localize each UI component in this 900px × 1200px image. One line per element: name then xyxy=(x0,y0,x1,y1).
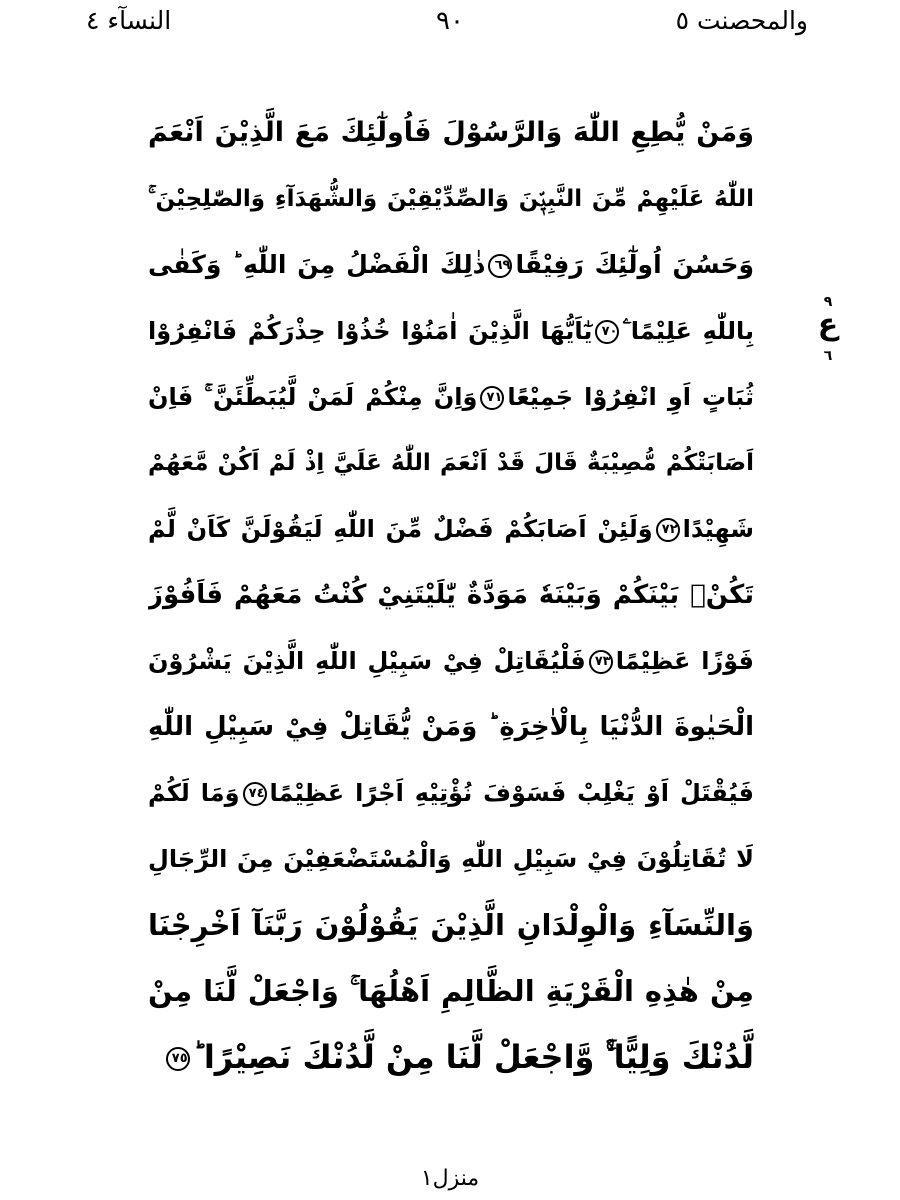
text-line-4 xyxy=(148,298,754,364)
quran-text-block xyxy=(148,100,754,1090)
line-text-after: فَلْيُقَاتِلْ فِيْ سَبِيْلِ اللّٰهِ الَّذِيْنَ يَشْرُوْنَ xyxy=(148,647,586,675)
text-line-3 xyxy=(148,232,754,298)
ayah-number-marker: ٧٠ xyxy=(595,320,619,344)
text-line-5 xyxy=(148,364,754,430)
line-text: وَحَسُنَ اُولٰٓئِكَ رَفِيْقًا xyxy=(515,250,754,279)
text-line-9 xyxy=(148,628,754,694)
ayah-number-marker: ٧٤ xyxy=(243,782,267,806)
line-text: مِنْ هٰذِهِ الْقَرْيَةِ الظَّالِمِ اَهْلُهَا ۚ وَاجْعَلْ لَّنَا مِنْ xyxy=(148,974,754,1008)
juz-name-header: والمحصنت ٥ xyxy=(675,6,808,35)
line-text: تَكُنْۢ بَيْنَكُمْ وَبَيْنَهٗ مَوَدَّةٌ يّٰلَيْتَنِيْ كُنْتُ مَعَهُمْ فَاَفُوْزَ xyxy=(148,580,754,610)
text-line-11 xyxy=(148,760,754,826)
ayah-number-marker: ٧٥ xyxy=(166,1047,190,1071)
line-text: لَّدُنْكَ وَلِيًّا ۙۚ وَّاجْعَلْ لَّنَا مِنْ لَّدُنْكَ نَصِيْرًا ؕ xyxy=(192,1038,754,1076)
line-text: اَصَابَتْكُمْ مُّصِيْبَةٌ قَالَ قَدْ اَنْعَمَ اللّٰهُ عَلَيَّ اِذْ لَمْ اَكُنْ مَّعَهُمْ xyxy=(148,450,754,476)
text-line-15 xyxy=(148,1024,754,1090)
ayah-number-marker: ٧٢ xyxy=(656,518,680,542)
line-text: وَالنِّسَآءِ وَالْوِلْدَانِ الَّذِيْنَ يَقُوْلُوْنَ رَبَّنَآ اَخْرِجْنَا xyxy=(148,908,754,942)
surah-name-header: النسآء ٤ xyxy=(86,6,172,35)
line-text: ثُبَاتٍ اَوِ انْفِرُوْا جَمِيْعًا xyxy=(507,383,754,411)
line-text-after: وَمَا لَكُمْ xyxy=(148,779,240,807)
text-line-2 xyxy=(148,166,754,232)
line-text-after: وَلَئِنْ اَصَابَكُمْ فَضْلٌ مِّنَ اللّٰهِ لَيَقُوْلَنَّ كَاَنْ لَّمْ xyxy=(148,515,653,543)
ayah-number-marker: ٧١ xyxy=(480,386,504,410)
text-line-13 xyxy=(148,892,754,958)
ruku-number-top: ٩ xyxy=(823,294,833,310)
line-text-after: ذٰلِكَ الْفَضْلُ مِنَ اللّٰهِ ؕ وَكَفٰى xyxy=(148,250,486,279)
ayah-number-marker: ٦٩ xyxy=(488,254,512,278)
text-line-7 xyxy=(148,496,754,562)
line-text: فَوْزًا عَظِيْمًا xyxy=(615,647,754,675)
line-text: اللّٰهُ عَلَيْهِمْ مِّنَ النَّبِيّٖنَ وَالصِّدِّيْقِيْنَ وَالشُّهَدَآءِ وَالصّٰلِحِيْنَ ۚ xyxy=(148,186,754,212)
line-text: لَا تُقَاتِلُوْنَ فِيْ سَبِيْلِ اللّٰهِ وَالْمُسْتَضْعَفِيْنَ مِنَ الرِّجَالِ xyxy=(148,845,754,873)
text-line-6 xyxy=(148,430,754,496)
ruku-margin-mark xyxy=(808,294,848,376)
text-line-1 xyxy=(148,100,754,166)
text-line-14 xyxy=(148,958,754,1024)
text-line-12 xyxy=(148,826,754,892)
line-text-after: يٰٓاَيُّهَا الَّذِيْنَ اٰمَنُوْا خُذُوْا حِذْرَكُمْ فَانْفِرُوْا xyxy=(148,317,593,345)
line-text: فَيُقْتَلْ اَوْ يَغْلِبْ فَسَوْفَ نُؤْتِيْهِ اَجْرًا عَظِيْمًا xyxy=(269,779,754,807)
page-header xyxy=(0,0,900,48)
line-text: وَمَنْ يُّطِعِ اللّٰهَ وَالرَّسُوْلَ فَاُولٰٓئِكَ مَعَ الَّذِيْنَ اَنْعَمَ xyxy=(148,117,754,148)
line-text: الْحَيٰوةَ الدُّنْيَا بِالْاٰخِرَةِ ؕ وَمَنْ يُّقَاتِلْ فِيْ سَبِيْلِ اللّٰهِ xyxy=(148,712,754,742)
line-text-after: وَاِنَّ مِنْكُمْ لَمَنْ لَّيُبَطِّئَنَّ ۚ فَاِنْ xyxy=(148,383,478,411)
line-text: بِاللّٰهِ عَلِيْمًا ۧ xyxy=(622,317,754,345)
ruku-number-bottom: ٦ xyxy=(823,348,833,364)
page-number: ٩٠ xyxy=(436,6,464,36)
text-line-10 xyxy=(148,694,754,760)
manzil-footer: منزل١ xyxy=(420,1166,480,1191)
ruku-ayn-symbol: ع xyxy=(817,307,839,342)
line-text: شَهِيْدًا xyxy=(682,515,754,543)
ayah-number-marker: ٧٣ xyxy=(589,650,613,674)
text-line-8 xyxy=(148,562,754,628)
